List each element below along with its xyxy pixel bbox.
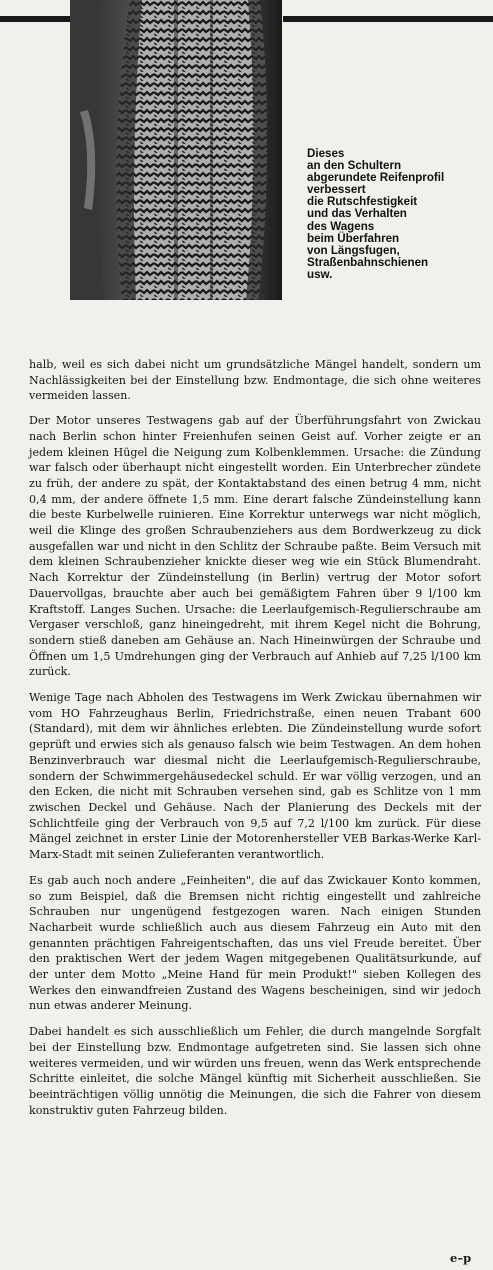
caption-line: beim Überfahren [307, 231, 400, 245]
caption-line: abgerundete Reifenprofil [307, 171, 445, 185]
tire-photo [70, 0, 282, 300]
author-signature: e–p [450, 1251, 472, 1265]
caption-line: verbessert [307, 183, 366, 197]
caption-line: Straßenbahnschienen [307, 255, 429, 269]
article-paragraph: halb, weil es sich dabei nicht um grundsätzliche Mängel handelt, sondern um Nachlässigkeiten bei der Einstellung bzw. Endmontage, die sich ohne weiteres vermeiden lassen. [29, 358, 481, 403]
caption-line: und das Verhalten [307, 207, 407, 221]
article-paragraph: Es gab auch noch andere „Feinheiten", die auf das Zwickauer Konto kommen, so zum Beispiel, daß die Bremsen nicht richtig eingestellt und zahlreiche Schrauben nur ungenügend festgezogen waren. Nach einigen Stunden Nacharbeit wurde schließlich auch aus diesem Fahrzeug ein Auto mit den genannten prächtigen Fahreigentschaften, das uns viel Freude bereitet. Über den praktischen Wert der jedem Wagen mitgegebenen Qualitätsurkunde, auf der unter dem Motto „Meine Hand für mein Produkt!" sieben Kollegen des Werkes den einwandfreien Zustand des Wagens bescheinigen, sind wir jedoch nun etwas anderer Meinung. [29, 873, 481, 1013]
caption-line: usw. [307, 267, 333, 281]
article-paragraph: Dabei handelt es sich ausschließlich um Fehler, die durch mangelnde Sorgfalt bei der Einstellung bzw. Endmontage aufgetreten sind. Sie lassen sich ohne weiteres vermeiden, und wir würden uns freuen, wenn das Werk entsprechende Schritte einleitet, die solche Mängel künftig mit Sicherheit ausschließen. Sie beeinträchtigen völlig unnötig die Meinungen, die sich die Fahrer von diesem konstruktiv guten Fahrzeug bilden. [29, 1025, 481, 1117]
header-rule-left [0, 16, 70, 22]
caption-line: an den Schultern [307, 159, 402, 173]
caption-line: die Rutschfestigkeit [307, 195, 418, 209]
caption-line: des Wagens [307, 219, 375, 233]
article-paragraph: Wenige Tage nach Abholen des Testwagens im Werk Zwickau übernahmen wir vom HO Fahrzeughaus Berlin, Friedrichstraße, einen neuen Trabant 600 (Standard), mit dem wir ähnliches erlebten. Die Zündeinstellung wurde sofort geprüft und erwies sich als genauso falsch wie beim Testwagen. An dem hohen Benzinverbrauch war diesmal nicht die Leerlaufgemisch-Regulierschraube, sondern der Schwimmergehäusedeckel schuld. Er war völlig verzogen, und an den Ecken, die nicht mit Schrauben versehen sind, gab es Schlitze von 1 mm zwischen Deckel und Gehäuse. Nach der Planierung des Deckels mit der Schlichtfeile ging der Verbrauch von 9,5 auf 7,2 l/100 km zurück. Für diese Mängel zeichnet in erster Linie der Motorenhersteller VEB Barkas-Werke Karl-Marx-Stadt mit seinen Zulieferanten verantwortlich. [29, 691, 481, 862]
article-paragraph: Der Motor unseres Testwagens gab auf der Überführungsfahrt von Zwickau nach Berlin schon hinter Freienhufen seinen Geist auf. Vorher zeigte er an jedem kleinen Hügel die Neigung zum Kolbenklemmen. Ursache: die Zündung war falsch oder überhaupt nicht eingestellt worden. Ein Unterbrecher zündete zu früh, der andere zu spät, der Kontaktabstand des einen betrug 4 mm, nicht 0,4 mm, der andere öffnete 1,5 mm. Eine derart falsche Zündeinstellung kann die beste Kurbelwelle ruinieren. Eine Korrektur unterwegs war nicht möglich, weil die Klinge des großen Schraubenziehers aus dem Bordwerkzeug zu dick ausgefallen war und nicht in den Schlitz der Schraube paßte. Beim Versuch mit dem kleinen Schraubenzieher knickte dieser weg wie ein Stück Blumendraht. Nach Korrektur der Zündeinstellung (in Berlin) vertrug der Motor sofort Dauervollgas, brauchte aber auch bei gemäßigtem Fahren über 9 l/100 km Kraftstoff. Langes Suchen. Ursache: die Leerlaufgemisch-Regulierschraube am Vergaser verschloß, ganz hineingedreht, mit ihrem Kegel nicht die Bohrung, sondern stieß daneben am Gehäuse an. Nach Hineinwürgen der Schraube und Öffnen um 1,5 Umdrehungen ging der Verbrauch auf Anhieb auf 7,25 l/100 km zurück. [29, 414, 481, 679]
photo-caption [307, 148, 493, 281]
header-rule-right [283, 16, 493, 22]
caption-line: Dieses [307, 147, 345, 160]
caption-line: von Längsfugen, [307, 243, 400, 257]
article-body [29, 357, 481, 1128]
